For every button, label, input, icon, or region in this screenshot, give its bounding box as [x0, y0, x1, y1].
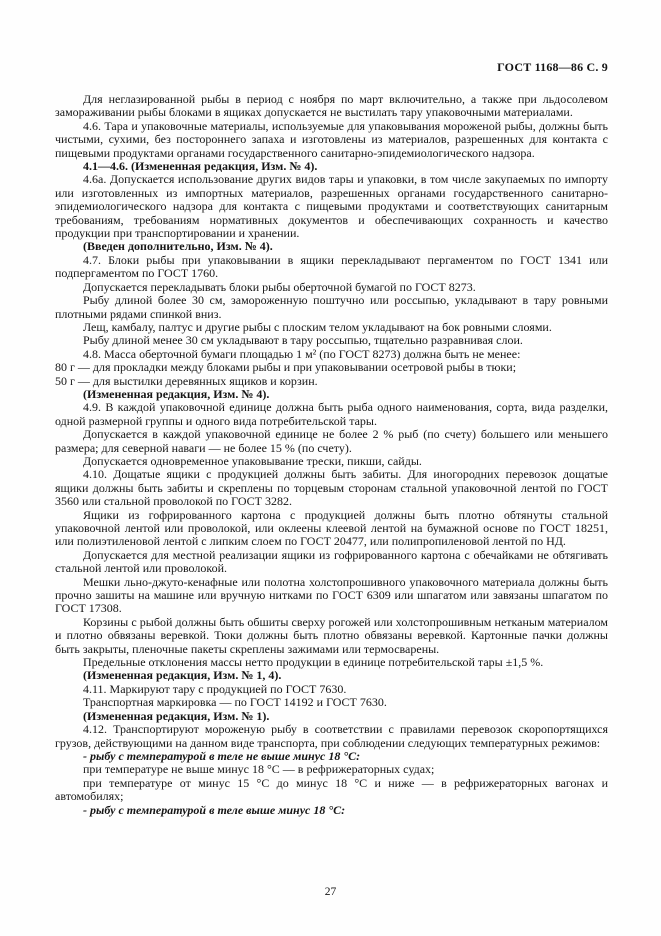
- clause-4-10: 4.10. Дощатые ящики с продукцией должны быть забиты. Для иногородних перевозок дощатые ящики должны быть забиты и скреплены по торцевым сторонам стальной упаковочной лентой по ГОСТ 3560 или стальной проволокой по ГОСТ 3282.: [55, 467, 608, 509]
- amendment-note: 4.1—4.6. (Измененная редакция, Изм. № 4).: [83, 159, 318, 174]
- list-item: 50 г — для выстилки деревянных ящиков и корзин.: [55, 373, 318, 388]
- paragraph: Допускается в каждой упаковочной единице не более 2 % рыб (по счету) большего или меньшего размера; для северной наваги — не более 15 % (по счету).: [55, 427, 608, 455]
- paragraph: Мешки льно-джуто-кенафные или полотна холстопрошивного упаковочного материала должны быть прочно зашиты на машине или вручную нитками по ГОСТ 6309 или шпагатом или завязаны шпагатом по ГОСТ 17308.: [55, 574, 608, 616]
- clause-4-6a: 4.6а. Допускается использование других видов тары и упаковки, в том числе закупаемых по импорту или изготовленных из импортных материалов, разрешенных органами государственного санитарно-эпидемиологического надзора для контакта с пищевыми продуктами и соответствующих санитарным требованиям, требованиям нормативных документов и обеспечивающих сохранность и качество продукции при транспортировании и хранении.: [55, 172, 608, 241]
- paragraph: Предельные отклонения массы нетто продукции в единице потребительской тары ±1,5 %.: [83, 655, 544, 670]
- paragraph: Для неглазированной рыбы в период с ноября по март включительно, а также при льдосолевом замораживании рыбы блоками в ящиках допускается не выстилать тару упаковочными материалами.: [55, 92, 608, 120]
- clause-4-6: 4.6. Тара и упаковочные материалы, используемые для упаковывания мороженой рыбы, должны быть чистыми, сухими, без постороннего запаха и изготовлены из материалов, разрешенных для контакта с пищевыми продуктами органами государственного санитарно-эпидемиологического надзора.: [55, 118, 608, 160]
- paragraph: Рыбу длиной более 30 см, замороженную поштучно или россыпью, укладывают в тару ровными плотными рядами спинкой вниз.: [55, 293, 608, 321]
- paragraph: при температуре не выше минус 18 °С — в рефрижераторных судах;: [83, 762, 435, 777]
- paragraph: Ящики из гофрированного картона с продукцией должны быть плотно обтянуты стальной упаковочной лентой или проволокой, или оклеены клеевой лентой на бумажной основе по ГОСТ 18251, или полиэтиленовой лентой с липким слоем по ГОСТ 20477, или полипропиленовой лентой по НД.: [55, 507, 608, 549]
- document-body: [55, 93, 608, 817]
- amendment-note: (Измененная редакция, Изм. № 1).: [83, 708, 270, 723]
- paragraph: Допускается для местной реализации ящики из гофрированного картона с обечайками не обтягивать стальной лентой или проволокой.: [55, 547, 608, 576]
- temperature-condition: - рыбу с температурой в теле не выше минус 18 °С:: [83, 748, 361, 763]
- paragraph: Допускается перекладывать блоки рыбы оберточной бумагой по ГОСТ 8273.: [83, 279, 476, 294]
- page-header: ГОСТ 1168—86 С. 9: [497, 60, 608, 74]
- clause-4-7: 4.7. Блоки рыбы при упаковывании в ящики перекладывают пергаментом по ГОСТ 1341 или подпергаментом по ГОСТ 1760.: [55, 252, 608, 281]
- paragraph: Лещ, камбалу, палтус и другие рыбы с плоским телом укладывают на бок ровными слоями.: [83, 319, 552, 334]
- paragraph: Допускается одновременное упаковывание трески, пикши, сайды.: [83, 453, 422, 468]
- list-item: 80 г — для прокладки между блоками рыбы и при упаковывании осетровой рыбы в тюки;: [55, 360, 517, 375]
- paragraph: при температуре от минус 15 °С до минус 18 °С и ниже — в рефрижераторных вагонах и автомобилях;: [55, 775, 608, 804]
- paragraph: Корзины с рыбой должны быть обшиты сверху рогожей или холстопрошивным нетканым материалом и плотно обвязаны веревкой. Тюки должны быть плотно обвязаны веревкой. Картонные пачки должны быть закрыты, пленочные пакеты скреплены зажимами или термосварены.: [55, 614, 608, 656]
- page-number: 27: [324, 886, 337, 898]
- temperature-condition: - рыбу с температурой в теле выше минус 18 °С:: [83, 802, 346, 817]
- amendment-note: (Введен дополнительно, Изм. № 4).: [83, 239, 273, 254]
- clause-4-8: 4.8. Масса оберточной бумаги площадью 1 м² (по ГОСТ 8273) должна быть не менее:: [83, 346, 521, 361]
- clause-4-9: 4.9. В каждой упаковочной единице должна быть рыба одного наименования, сорта, вида разделки, одной размерной группы и одного вида потребительской тары.: [55, 400, 608, 428]
- clause-4-11: 4.11. Маркируют тару с продукцией по ГОСТ 7630.: [83, 681, 347, 696]
- paragraph: Рыбу длиной менее 30 см укладывают в тару россыпью, тщательно разравнивая слои.: [83, 333, 523, 348]
- paragraph: Транспортная маркировка — по ГОСТ 14192 и ГОСТ 7630.: [83, 695, 387, 710]
- amendment-note: (Измененная редакция, Изм. № 4).: [83, 386, 270, 401]
- clause-4-12: 4.12. Транспортируют мороженую рыбу в соответствии с правилами перевозок скоропортящихся грузов, действующими на данном виде транспорта, при соблюдении следующих температурных режимов:: [55, 722, 608, 750]
- amendment-note: (Измененная редакция, Изм. № 1, 4).: [83, 668, 282, 683]
